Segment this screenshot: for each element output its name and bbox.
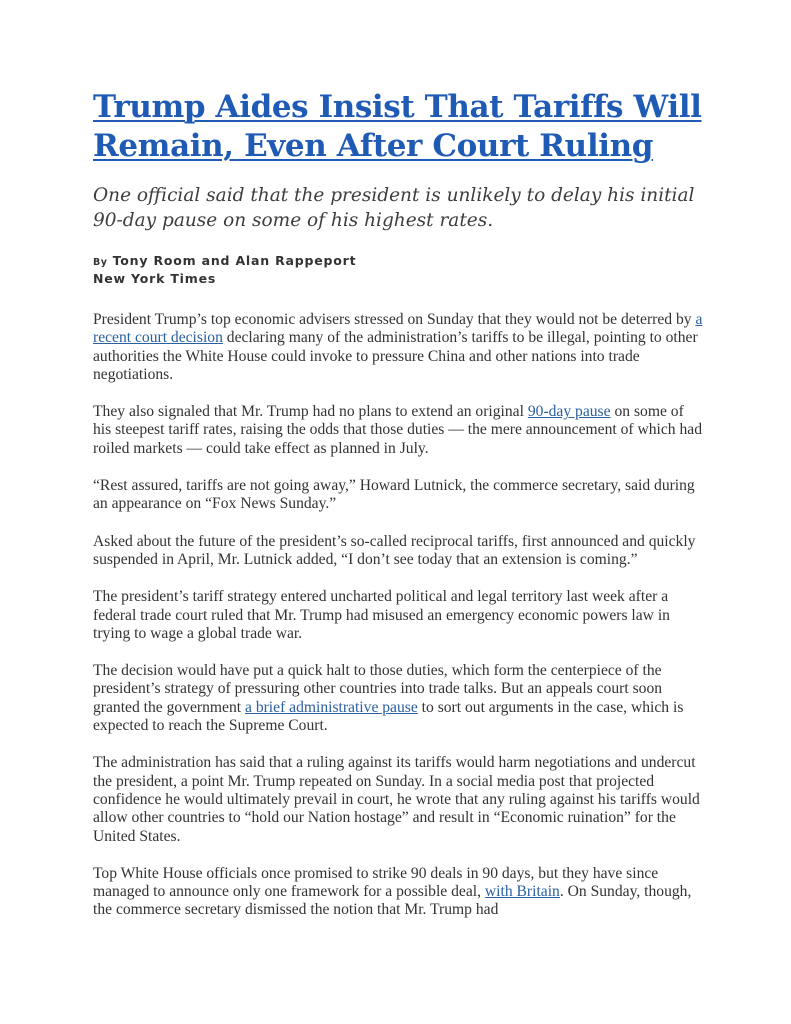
paragraph-text: The decision would have put a quick halt to those duties, which form the centerpiece of the president’s strategy of pressuring other countries into trade talks. But an appeals court soon granted the government: [93, 662, 663, 716]
byline-prefix: By: [93, 257, 108, 268]
paragraph: [93, 865, 703, 920]
administrative-pause-link[interactable]: a brief administrative pause: [245, 698, 418, 716]
byline-authors: Tony Room and Alan Rappeport: [112, 253, 357, 268]
paragraph: [93, 311, 703, 384]
paragraph-text: President Trump’s top economic advisers stressed on Sunday that they would not be deterred by: [93, 311, 696, 328]
article: [93, 88, 703, 939]
paragraph: The administration has said that a ruling against its tariffs would harm negotiations and undercut the president, a point Mr. Trump repeated on Sunday. In a social media post that projected confidence he would ultimately prevail in court, he wrote that any ruling against his tariffs would allow other countries to “hold our Nation hostage” and result in “Economic ruination” for the United States.: [93, 754, 700, 845]
publication-name: New York Times: [93, 271, 217, 286]
paragraph: The president’s tariff strategy entered uncharted political and legal territory last week after a federal trade court ruled that Mr. Trump had misused an emergency economic powers law in trying to wage a global trade war.: [93, 588, 670, 642]
britain-link[interactable]: with Britain: [484, 883, 560, 901]
byline-authors-line: [93, 253, 703, 271]
paragraph: [93, 662, 703, 735]
court-decision-link[interactable]: a recent court decision: [93, 311, 703, 347]
paragraph-text: to sort out arguments in the case, which is expected to reach the Supreme Court.: [93, 698, 684, 735]
article-body: [93, 311, 703, 920]
headline: [93, 88, 703, 166]
paragraph-text: on some of his steepest tariff rates, raising the odds that those duties — the mere announcement of which had roiled markets — could take effect as planned in July.: [93, 403, 703, 457]
byline: [93, 253, 703, 287]
paragraph: Asked about the future of the president’s so-called reciprocal tariffs, first announced and quickly suspended in April, Mr. Lutnick added, “I don’t see today that an extension is coming.”: [93, 532, 696, 568]
subheadline: One official said that the president is unlikely to delay his initial 90-day pause on some of his highest rates.: [93, 185, 695, 231]
pause-link[interactable]: 90-day pause: [527, 403, 611, 421]
paragraph: “Rest assured, tariffs are not going away,” Howard Lutnick, the commerce secretary, said during an appearance on “Fox News Sunday.”: [93, 477, 695, 513]
paragraph-text: . On Sunday, though, the commerce secretary dismissed the notion that Mr. Trump had: [93, 883, 692, 919]
paragraph-text: declaring many of the administration’s tariffs to be illegal, pointing to other authorities the White House could invoke to pressure China and other nations into trade negotiations.: [93, 329, 698, 383]
paragraph-text: Top White House officials once promised to strike 90 deals in 90 days, but they have since managed to announce only one framework for a possible deal,: [93, 864, 659, 901]
headline-link[interactable]: Trump Aides Insist That Tariffs Will Remain, Even After Court Ruling: [93, 89, 702, 164]
paragraph-text: They also signaled that Mr. Trump had no plans to extend an original: [93, 403, 528, 421]
paragraph: [93, 403, 703, 458]
